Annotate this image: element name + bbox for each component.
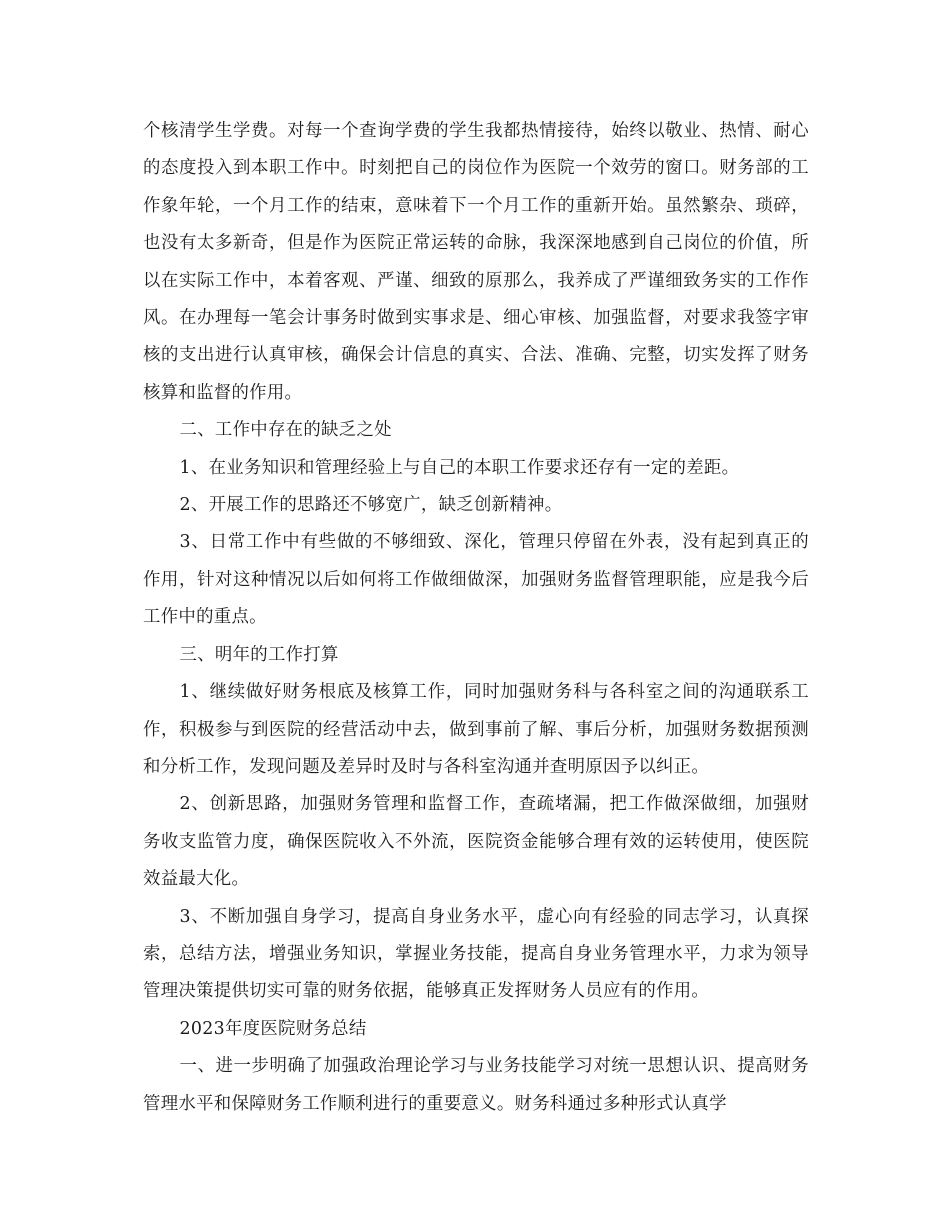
section-heading-next-year-plan: 三、明年的工作打算 bbox=[179, 644, 339, 665]
section-heading-shortcomings: 二、工作中存在的缺乏之处 bbox=[179, 420, 392, 441]
body-paragraph: 一、进一步明确了加强政治理论学习与业务技能学习对统一思想认识、提高财务管理水平和保障财务工作顺利进行的重要意义。财务科通过多种形式认真学 bbox=[143, 1056, 809, 1114]
list-item: 1、在业务知识和管理经验上与自己的本职工作要求还存有一定的差距。 bbox=[179, 457, 740, 478]
list-item: 3、不断加强自身学习，提高自身业务水平，虚心向有经验的同志学习，认真探索，总结方法，增强业务知识，掌握业务技能，提高自身业务管理水平，力求为领导管理决策提供切实可靠的财务依据，能够真正发挥财务人员应有的作用。 bbox=[143, 906, 809, 1002]
body-paragraph: 个核清学生学费。对每一个查询学费的学生我都热情接待，始终以敬业、热情、耐心的态度投入到本职工作中。时刻把自己的岗位作为医院一个效劳的窗口。财务部的工作象年轮，一个月工作的结束，意味着下一个月工作的重新开始。虽然繁杂、琐碎，也没有太多新奇，但是作为医院正常运转的命脉，我深深地感到自己岗位的价值，所以在实际工作中，本着客观、严谨、细致的原那么，我养成了严谨细致务实的工作作风。在办理每一笔会计事务时做到实事求是、细心审核、加强监督，对要求我签字审核的支出进行认真审核，确保会计信息的真实、合法、准确、完整，切实发挥了财务核算和监督的作用。 bbox=[143, 121, 809, 403]
list-item: 2、开展工作的思路还不够宽广，缺乏创新精神。 bbox=[179, 495, 563, 516]
list-item: 1、继续做好财务根底及核算工作，同时加强财务科与各科室之间的沟通联系工作，积极参与到医院的经营活动中去，做到事前了解、事后分析，加强财务数据预测和分析工作，发现问题及差异时及时与各科室沟通并查明原因予以纠正。 bbox=[143, 682, 809, 777]
list-item: 3、日常工作中有些做的不够细致、深化，管理只停留在外表，没有起到真正的作用，针对这种情况以后如何将工作做细做深，加强财务监督管理职能，应是我今后工作中的重点。 bbox=[143, 532, 809, 628]
document-body bbox=[143, 113, 809, 1123]
document-subtitle: 2023年度医院财务总结 bbox=[179, 1018, 367, 1039]
list-item: 2、创新思路，加强财务管理和监督工作，查疏堵漏，把工作做深做细，加强财务收支监管力度，确保医院收入不外流，医院资金能够合理有效的运转使用，使医院效益最大化。 bbox=[143, 794, 809, 890]
